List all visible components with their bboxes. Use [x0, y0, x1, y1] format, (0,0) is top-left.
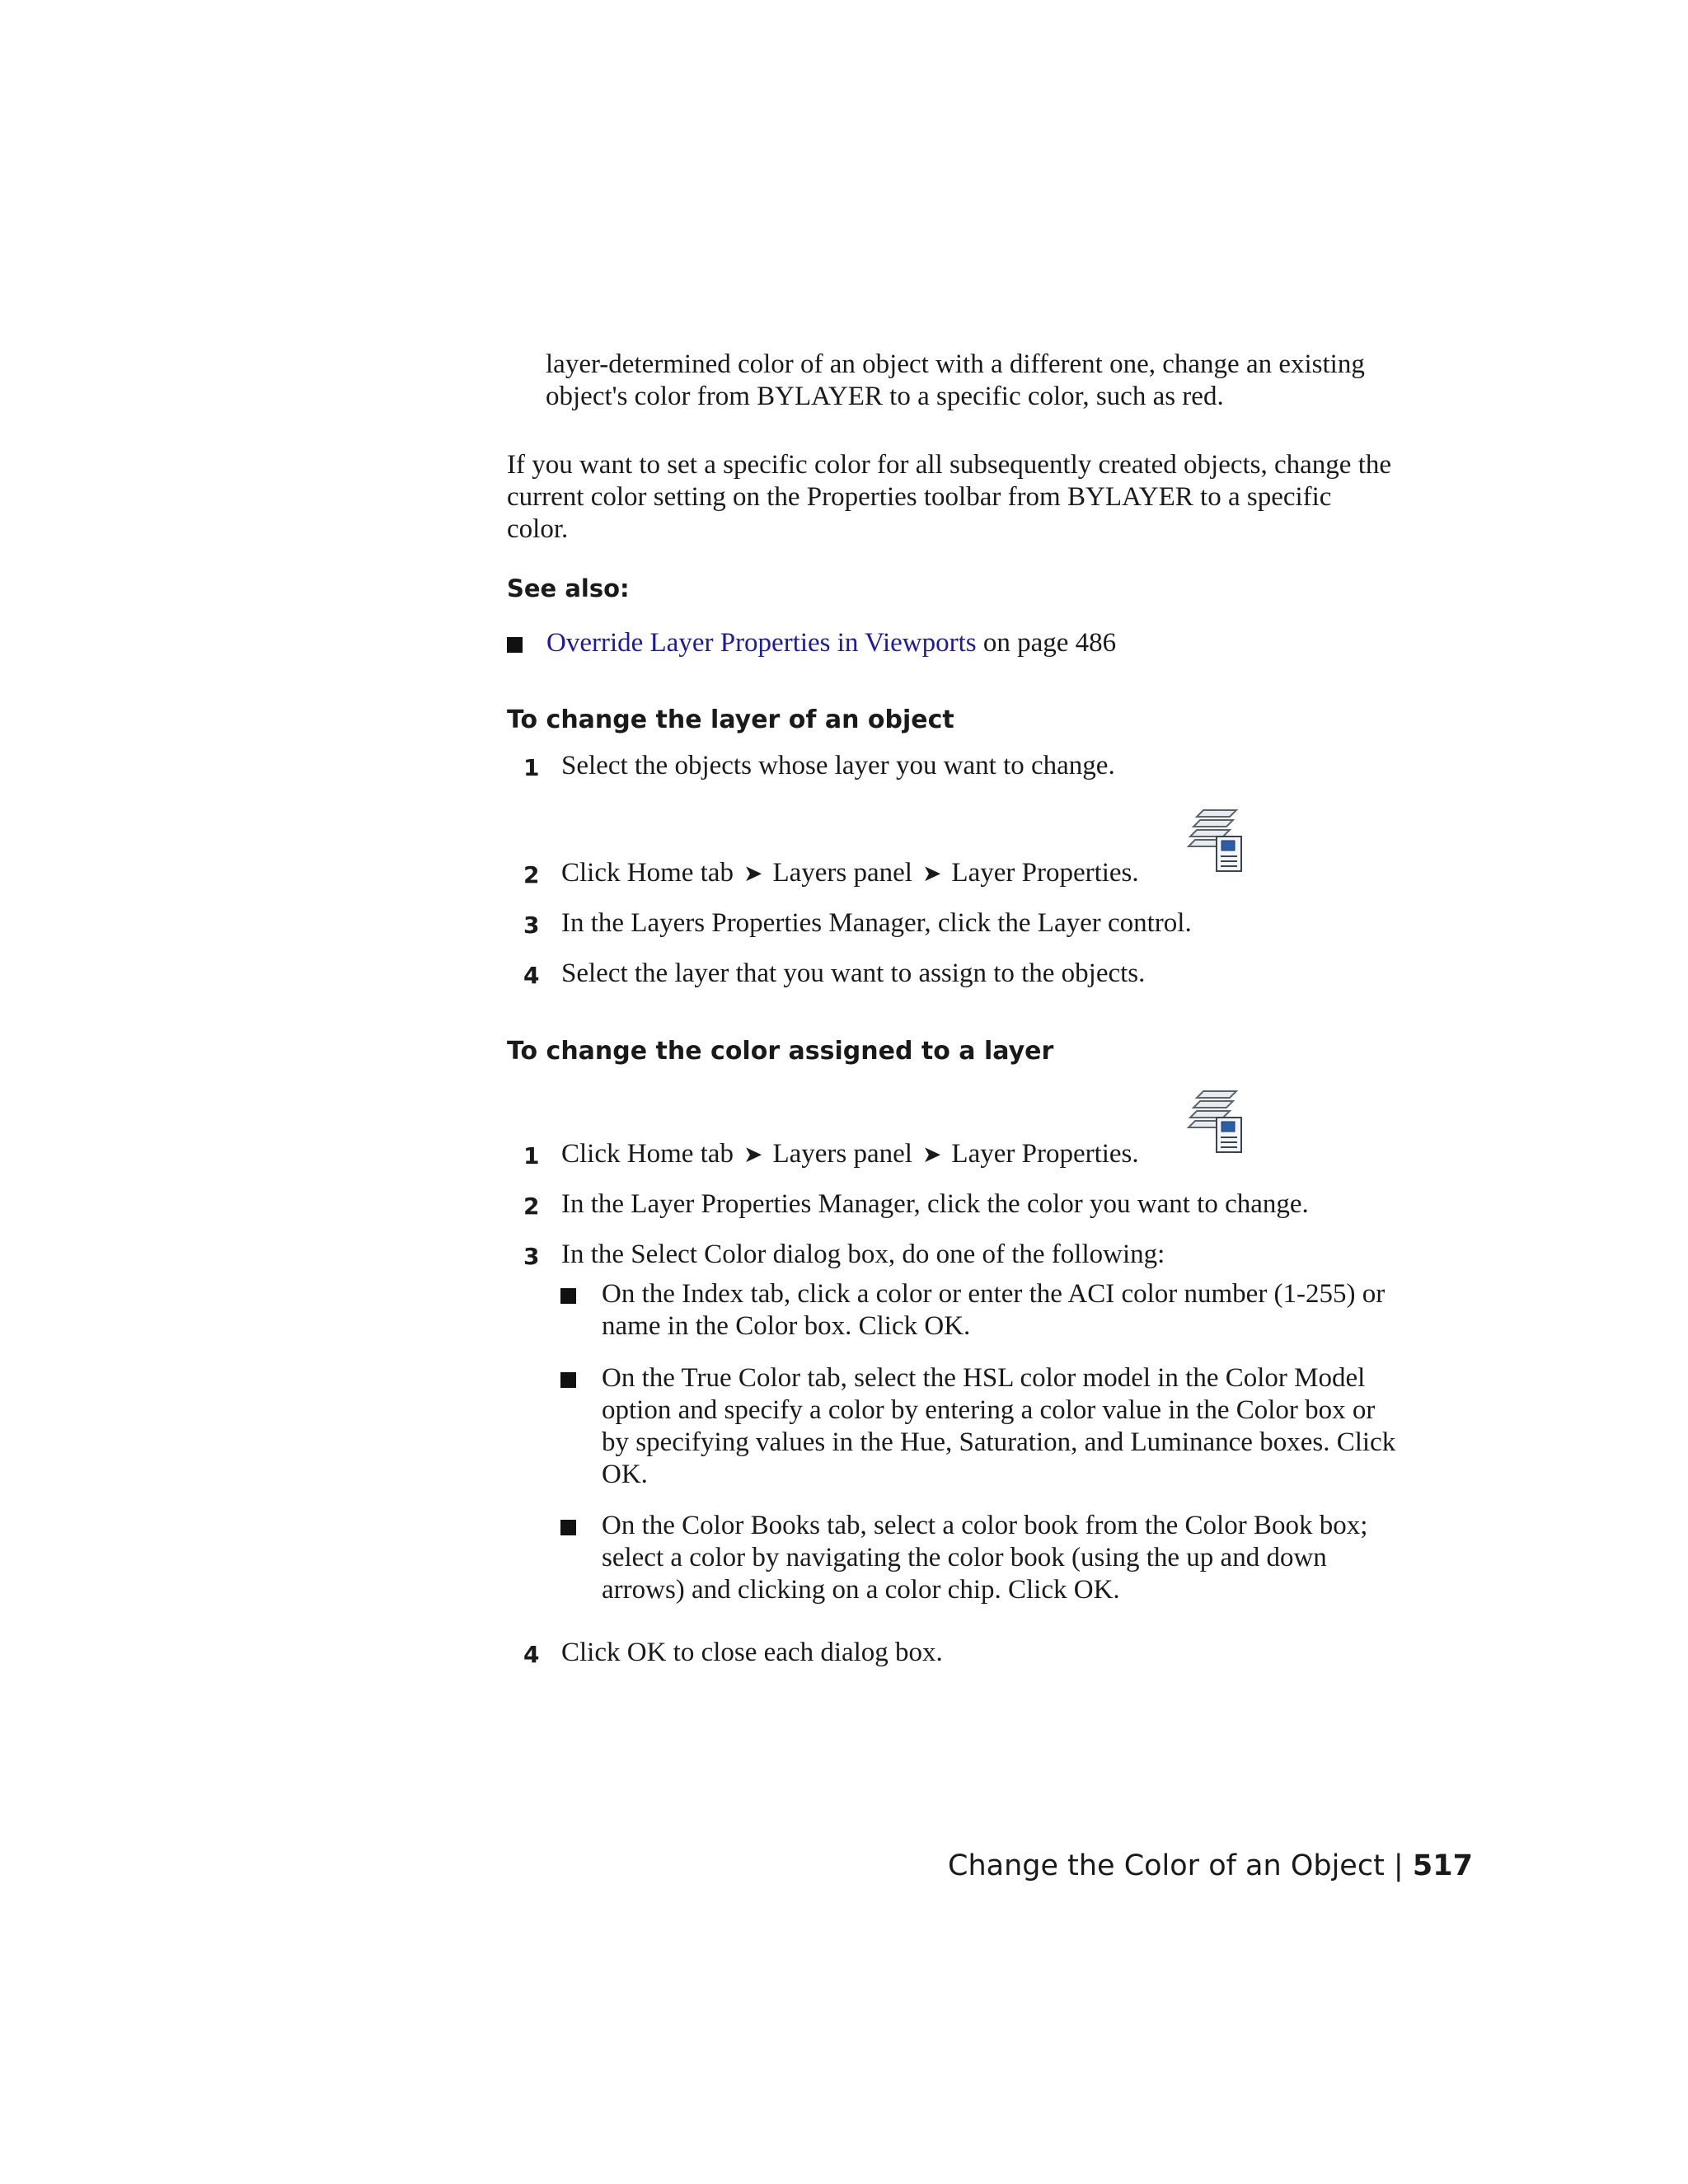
page-reference: on page 486 — [982, 628, 1117, 658]
step-item — [507, 750, 1405, 783]
arrow-right-icon: ➤ — [743, 860, 763, 887]
section-heading-change-color: To change the color assigned to a layer — [507, 1037, 1054, 1066]
menu-path-home-tab: Click Home tab — [561, 858, 734, 888]
step-number: 4 — [523, 962, 540, 989]
page-number: 517 — [1412, 1849, 1473, 1882]
override-layer-properties-link[interactable]: Override Layer Properties in Viewports — [546, 628, 977, 658]
arrow-right-icon: ➤ — [921, 1141, 942, 1168]
step-text: In the Layers Properties Manager, click the Layer control. — [561, 908, 1192, 938]
section-heading-change-layer: To change the layer of an object — [507, 705, 954, 734]
arrow-right-icon: ➤ — [743, 1141, 763, 1168]
step-item — [507, 1188, 1405, 1221]
arrow-right-icon: ➤ — [921, 860, 942, 887]
bullet-text: On the True Color tab, select the HSL color model in the Color Model option and specify a color by entering a color value in the Color box or by specifying values in the Hue, Saturation, and Luminance boxes. Click OK. — [602, 1363, 1396, 1489]
bullet-text: On the Color Books tab, select a color book from the Color Book box; select a color by navigating the color book (using the up and down arrows) and clicking on a color chip. Click OK. — [602, 1511, 1368, 1605]
step-text: In the Select Color dialog box, do one of the following: — [561, 1240, 1165, 1269]
step-item — [507, 1138, 1405, 1171]
bullet-icon — [507, 637, 523, 653]
step-item — [507, 857, 1405, 890]
page-footer — [948, 1849, 1473, 1882]
step-item — [507, 958, 1405, 991]
menu-path-home-tab: Click Home tab — [561, 1139, 734, 1169]
continuation-paragraph: layer-determined color of an object with a different one, change an existing object's color from BYLAYER to a specific color, such as red. — [546, 349, 1365, 411]
step-number: 2 — [523, 1193, 540, 1220]
step-text: In the Layer Properties Manager, click the color you want to change. — [561, 1189, 1309, 1219]
step-number: 3 — [523, 912, 540, 939]
list-item — [560, 1362, 1401, 1493]
menu-path-layers-panel: Layers panel — [772, 858, 912, 888]
menu-path-layer-properties: Layer Properties. — [951, 1139, 1139, 1169]
step-number: 1 — [523, 754, 540, 781]
intro-paragraph: If you want to set a specific color for all subsequently created objects, change the current color setting on the Properties toolbar from BYLAYER to a specific color. — [507, 450, 1392, 544]
bullet-icon — [560, 1288, 576, 1304]
bullet-icon — [560, 1372, 576, 1388]
footer-title: Change the Color of an Object | — [948, 1849, 1404, 1882]
step-number: 3 — [523, 1243, 540, 1270]
step-item — [507, 1637, 1405, 1670]
step-number: 4 — [523, 1641, 540, 1668]
menu-path-layer-properties: Layer Properties. — [951, 858, 1139, 888]
step-number: 2 — [523, 861, 540, 888]
bullet-text: On the Index tab, click a color or enter the ACI color number (1-255) or name in the Color box. Click OK. — [602, 1279, 1386, 1341]
list-item — [560, 1278, 1401, 1344]
step-item — [507, 1239, 1405, 1272]
step-text: Select the objects whose layer you want to change. — [561, 751, 1115, 780]
menu-path-layers-panel: Layers panel — [772, 1139, 912, 1169]
see-also-label: See also: — [507, 574, 630, 602]
step-text: Select the layer that you want to assign to the objects. — [561, 958, 1146, 988]
layer-properties-icon — [1185, 805, 1259, 879]
step-number: 1 — [523, 1142, 540, 1169]
step-item — [507, 907, 1405, 940]
list-item — [560, 1510, 1401, 1609]
bullet-icon — [560, 1520, 576, 1535]
layer-properties-icon — [1185, 1086, 1259, 1160]
step-text: Click OK to close each dialog box. — [561, 1638, 943, 1667]
